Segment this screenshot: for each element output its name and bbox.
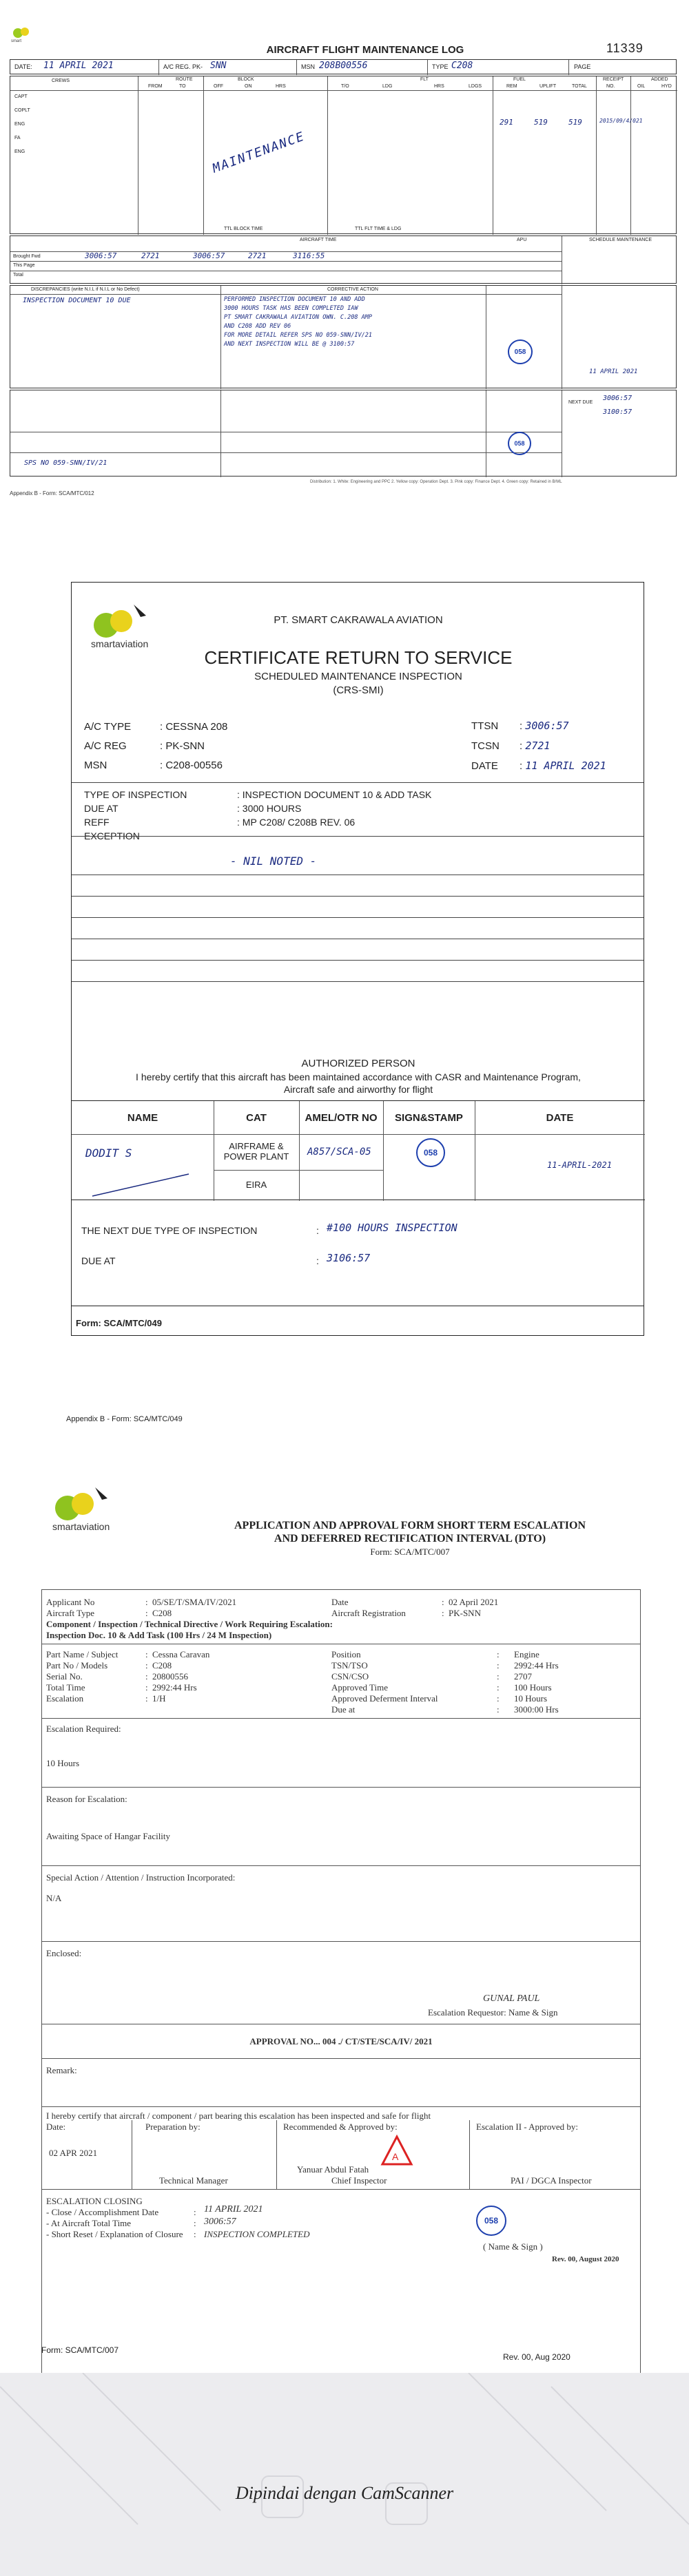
esc-form-bottom: Form: SCA/MTC/007 <box>41 2345 119 2355</box>
type-insp-label: TYPE OF INSPECTION <box>84 789 187 800</box>
due-at-label: DUE AT <box>84 803 119 814</box>
col-cat: CAT <box>246 1112 267 1124</box>
requestor-label: Escalation Requestor: Name & Sign <box>428 2007 558 2018</box>
crew-row-eng: ENG <box>14 122 25 127</box>
crew-row-capt: CAPT <box>14 94 28 99</box>
ttl-flt-label: TTL FLT TIME & LDG <box>355 227 402 231</box>
receipt-label: RECEIPT <box>603 77 624 82</box>
this-page-label: This Page <box>13 263 35 268</box>
exception-value: - NIL NOTED - <box>230 855 317 868</box>
col-ldg: LDG <box>382 84 393 89</box>
applicant-label: Applicant No <box>46 1597 95 1607</box>
fuel-label: FUEL <box>513 77 526 82</box>
crs-page: smartaviation PT. SMART CAKRAWALA AVIATION CERTIFICATE RETURN TO SERVICE SCHEDULED MAINTENANCE INSPECTION (CRS-SMI) A/C TYPE : CESSNA 208 A/C REG : PK-SNN MSN : C208-00556 TTSN : 3006:57 TCSN : 2721 DATE : 11 APRIL 2021 TYPE OF INSPECTION : INSPECTION DOCUMENT 10 & ADD TASK DUE AT : 3000 HOURS REFF : MP C208/ C208B REV. 06 EXCEPTION - NIL NOTED - AUTHORIZED PERSON I hereby certify that this aircraft has been maintained accordance with CASR and Maintenance Program, Aircraft safe and airworthy for flight NAME CAT AMEL/OTR NO SIGN&STAMP DATE DODIT S AIRFRAME & POWER PLANT EIRA A857/SCA-05 058 11-APRIL-2021 THE NEXT DUE TYPE OF INSPECTION : #100 HOURS INSPECTION DUE AT : 3106:57 Form: SCA/MTC/049 <box>71 582 644 1336</box>
col-esc2: Escalation II - Approved by: <box>476 2122 579 2132</box>
approved-interval-label: Approved Deferment Interval <box>331 1693 438 1704</box>
route-label: ROUTE <box>176 77 193 82</box>
type-value: C208 <box>451 61 473 71</box>
due-at-value: 3000 HOURS <box>242 803 302 814</box>
crew-row-coplt: COPLT <box>14 108 30 113</box>
requestor-name: GUNAL PAUL <box>483 1993 540 2004</box>
tech-manager: Technical Manager <box>159 2175 228 2186</box>
approved-label: Approved Time <box>331 1682 388 1693</box>
date-label: DATE <box>471 760 498 772</box>
col-ldgs: LDGS <box>469 84 482 89</box>
brought-fwd-label: Brought Fwd <box>13 254 41 259</box>
csn-label: CSN/CSO <box>331 1671 369 1682</box>
part-name-value: Cessna Caravan <box>152 1649 210 1659</box>
col-amel: AMEL/OTR NO <box>305 1112 378 1124</box>
crs-ac-info: A/C TYPE : CESSNA 208 A/C REG : PK-SNN MSN : C208-00556 <box>84 718 227 775</box>
part-name-label: Part Name / Subject <box>46 1649 119 1659</box>
ac-type-label: A/C TYPE <box>84 721 132 733</box>
esc-title-1: APPLICATION AND APPROVAL FORM SHORT TERM ESCALATION <box>234 1520 586 1531</box>
date-value: 11 APRIL 2021 <box>43 61 114 71</box>
col-to: TO <box>179 84 186 89</box>
aircraft-total-label: - At Aircraft Total Time <box>46 2218 132 2228</box>
crs-time-info: TTSN : 3006:57 TCSN : 2721 DATE : 11 APRIL 2021 <box>471 716 606 776</box>
corrective-line-3: PT SMART CAKRAWALA AVIATION OWN. C.208 AMP <box>224 314 372 321</box>
smart-aviation-logo-2 <box>48 1480 131 1536</box>
logo-text-2: smartaviation <box>52 1521 110 1532</box>
col-rem: REM <box>506 84 517 89</box>
defect-text: INSPECTION DOCUMENT 10 DUE <box>23 297 131 304</box>
corrective-label: CORRECTIVE ACTION <box>327 287 378 292</box>
flt-label: FLT <box>420 77 429 82</box>
crs-appendix: Appendix B - Form: SCA/MTC/049 <box>66 1415 183 1423</box>
acreg-value: PK-SNN <box>449 1608 481 1618</box>
serial-label: Serial No. <box>46 1671 83 1682</box>
part-no-label: Part No / Models <box>46 1660 108 1671</box>
ttl-block-label: TTL BLOCK TIME <box>224 227 263 231</box>
close-date-value: 11 APRIL 2021 <box>204 2204 263 2214</box>
close-date-label: - Close / Accomplishment Date <box>46 2207 159 2217</box>
defect-table <box>10 285 677 388</box>
chief-inspector: Chief Inspector <box>331 2175 387 2186</box>
short-reset-label: - Short Reset / Explanation of Closure <box>46 2229 183 2239</box>
acreg-value: SNN <box>210 61 227 71</box>
esc-required-value: 10 Hours <box>46 1758 80 1768</box>
reff-value: MP C208/ C208B REV. 06 <box>242 817 356 828</box>
brought-fwd-2: 2721 <box>141 251 160 260</box>
tsn-label: TSN/TSO <box>331 1660 368 1671</box>
esc-form-box: Applicant No : 05/SE/T/SMA/IV/2021 Date : 02 April 2021 Aircraft Type : C208 Aircraft Registration : PK-SNN Component / Inspection / Technical Directive / Work Requiring Escalation: Inspection Doc. 10 & Add Task (100 Hrs / 24 M Inspection) Part Name / Subject : Cessna Caravan Part No / Models : C208 Serial No. : 20800556 Total Time : 2992:44 Hrs Escalation : 1/H Position : Engine TSN/TSO : 2992:44 Hrs CSN/CSO : 2707 Approved Time : 100 Hours Approved Deferment Interval : 10 Hours Due at : 3000:00 Hrs Escalation Required: 10 Hours Reason for Escalation: Awaiting Space of Hangar Facility Special Action / Attention / Instruction Incorporated: N/A Enclosed: GUNAL PAUL Escalation Requestor: Name & Sign APPROVAL NO... 004 ./ CT/STE/SCA/IV/ 2021 Remark: I hereby certify that aircraft / component / part bearing this escalation has been inspected and safe for flight Date: Preparation by: Recommended & Approved by: Escalation II - Approved by: 02 APR 2021 Technical Manager Yanuar Abdul Fatah Chief Inspector PAI / DGCA Inspector A ESCALATION CLOSING - Close / Accomplishment Date : 11 APRIL 2021 - At Aircraft Total Time : 3006:57 - Short Reset / Explanation of Closure : INSPECTION COMPLETED 058 ( Name & Sign ) Rev. 00, August 2020 <box>41 1589 641 2484</box>
due-at2-value: 3106:57 <box>327 1252 371 1264</box>
esc-title-2: AND DEFERRED RECTIFICATION INTERVAL (DTO) <box>274 1533 546 1544</box>
next-due-value: #100 HOURS INSPECTION <box>327 1222 457 1234</box>
tcsn-label: TCSN <box>471 740 500 752</box>
ac-reg-label: A/C REG <box>84 740 127 752</box>
brought-fwd-3: 3006:57 <box>193 251 225 260</box>
crews-label: CREWS <box>52 78 70 83</box>
authorized-label: AUTHORIZED PERSON <box>301 1058 415 1069</box>
reason-value: Awaiting Space of Hangar Facility <box>46 1831 171 1841</box>
next-due-value-2: 3100:57 <box>603 408 633 416</box>
approval-no: APPROVAL NO... 004 ./ CT/STE/SCA/IV/ 2021 <box>249 2036 433 2046</box>
due-at-label: Due at <box>331 1704 356 1715</box>
scanner-text: Dipindai dengan CamScanner <box>235 2483 454 2503</box>
corrective-line-2: 3000 HOURS TASK HAS BEEN COMPLETED IAW <box>224 305 358 312</box>
col-off: OFF <box>214 84 223 89</box>
added-label: ADDED <box>651 77 668 82</box>
actype-value: C208 <box>152 1608 172 1618</box>
col-hyd: HYD <box>661 84 672 89</box>
schedule-label: SCHEDULE MAINTENANCE <box>589 238 652 242</box>
approved-interval-value: 10 Hours <box>514 1693 548 1704</box>
row-cat-2: EIRA <box>245 1180 267 1190</box>
total-label: Total <box>13 273 23 278</box>
serial-value: 20800556 <box>152 1671 188 1682</box>
logo-text: smartaviation <box>91 638 149 649</box>
next-due-label: NEXT DUE <box>568 400 593 405</box>
special-label: Special Action / Attention / Instruction Incorporated: <box>46 1872 236 1883</box>
log-doc-number: 11339 <box>606 41 644 55</box>
stamp-058-log: 058 <box>508 339 533 364</box>
log-title: AIRCRAFT FLIGHT MAINTENANCE LOG <box>266 44 464 56</box>
next-due-value: 3006:57 <box>603 395 633 402</box>
applicant-value: 05/SE/T/SMA/IV/2021 <box>152 1597 237 1607</box>
tsn-value: 2992:44 Hrs <box>514 1660 559 1671</box>
row-amel: A857/SCA-05 <box>307 1146 371 1158</box>
crs-title: CERTIFICATE RETURN TO SERVICE <box>204 647 513 668</box>
acreg-label: A/C REG. PK- <box>163 63 203 70</box>
row-date: 11-APRIL-2021 <box>547 1160 612 1170</box>
due-at-value: 3000:00 Hrs <box>514 1704 559 1715</box>
fuel-total-value: 519 <box>568 118 582 127</box>
fuel-rem-value: 291 <box>500 118 513 127</box>
fuel-uplift-value: 519 <box>534 118 548 127</box>
msn-label: MSN <box>84 760 107 771</box>
sign-date: 02 APR 2021 <box>49 2148 98 2158</box>
closing-label: ESCALATION CLOSING <box>46 2196 143 2206</box>
enclosed-label: Enclosed: <box>46 1948 82 1958</box>
short-reset-value: INSPECTION COMPLETED <box>204 2229 310 2239</box>
aircraft-time-label: AIRCRAFT TIME <box>300 238 337 242</box>
log-crs-date: 11 APRIL 2021 <box>589 368 638 375</box>
smart-aviation-logo-small <box>10 23 37 43</box>
date-label: Date <box>331 1597 349 1607</box>
svg-text:smart: smart <box>11 39 21 43</box>
col-sign: SIGN&STAMP <box>395 1112 463 1124</box>
remark-label: Remark: <box>46 2065 77 2075</box>
next-due-label: THE NEXT DUE TYPE OF INSPECTION <box>81 1225 258 1236</box>
ttsn-value: 3006:57 <box>525 720 569 732</box>
approved-value: 100 Hours <box>514 1682 552 1693</box>
receipt-value: 2015/09/4/021 <box>599 118 643 124</box>
certify-text-esc: I hereby certify that aircraft / component / part bearing this escalation has been inspected and safe for flight <box>46 2111 431 2121</box>
block-label: BLOCK <box>238 77 254 82</box>
due-at2-label: DUE AT <box>81 1255 116 1266</box>
actype-label: Aircraft Type <box>46 1608 94 1618</box>
col-total: TOTAL <box>572 84 587 89</box>
col-on: ON <box>245 84 252 89</box>
page-label: PAGE <box>574 63 591 70</box>
col-date: DATE <box>546 1112 574 1124</box>
col-uplift: UPLIFT <box>539 84 557 89</box>
position-value: Engine <box>514 1649 539 1659</box>
brought-fwd-1: 3006:57 <box>85 251 117 260</box>
corrective-line-5: FOR MORE DETAIL REFER SPS NO 059-SNN/IV/21 <box>224 332 372 339</box>
type-label: TYPE <box>432 63 449 70</box>
log-appendix: Appendix B - Form: SCA/MTC/012 <box>10 490 94 496</box>
reason-label: Reason for Escalation: <box>46 1794 127 1804</box>
crew-row-fa: FA <box>14 136 21 140</box>
crs-subtitle-2: (CRS-SMI) <box>333 684 384 696</box>
esc-form-no: Form: SCA/MTC/007 <box>370 1547 450 1557</box>
tcsn-value: 2721 <box>525 740 551 752</box>
crew-route-table <box>10 76 677 234</box>
col-name: NAME <box>127 1112 158 1124</box>
type-insp-value: INSPECTION DOCUMENT 10 & ADD TASK <box>242 789 432 800</box>
row-name: DODIT S <box>85 1146 132 1160</box>
esc-required-label: Escalation Required: <box>46 1724 121 1734</box>
certify-text-2: Aircraft safe and airworthy for flight <box>283 1084 433 1095</box>
reff-label: REFF <box>84 817 110 828</box>
corrective-line-4: AND C208 ADD REV 06 <box>224 323 291 330</box>
component-value: Inspection Doc. 10 & Add Task (100 Hrs / 24 M Inspection) <box>46 1630 272 1640</box>
log-distribution-note: Distribution: 1. White: Engineering and PPC 2. Yellow copy: Operation Dept. 3. Pink copy: Finance Dept. 4. Green copy: Retained in B/ML <box>310 480 562 484</box>
col-prep: Preparation by: <box>145 2122 200 2132</box>
date-value: 02 April 2021 <box>449 1597 499 1607</box>
total-time-value: 2992:44 Hrs <box>152 1682 197 1693</box>
corrective-line-6: AND NEXT INSPECTION WILL BE @ 3100:57 <box>224 341 355 348</box>
camscanner-footer <box>0 2373 689 2576</box>
acreg-label: Aircraft Registration <box>331 1608 406 1618</box>
crs-company: PT. SMART CAKRAWALA AVIATION <box>274 614 443 626</box>
aircraft-time-table <box>10 235 677 284</box>
rev-inner: Rev. 00, August 2020 <box>552 2255 619 2263</box>
special-value: N/A <box>46 1893 62 1903</box>
col-oil: OIL <box>637 84 646 89</box>
crs-inspection-info: TYPE OF INSPECTION : INSPECTION DOCUMENT 10 & ADD TASK DUE AT : 3000 HOURS REFF : MP C208/ C208B REV. 06 EXCEPTION <box>84 789 432 841</box>
log-header-row <box>10 59 677 74</box>
ac-type-value: CESSNA 208 <box>165 721 228 733</box>
total-time-label: Total Time <box>46 1682 85 1693</box>
row-cat-1: AIRFRAME & POWER PLANT <box>223 1141 289 1162</box>
ttsn-label: TTSN <box>471 720 499 732</box>
stamp-058-esc: 058 <box>476 2206 506 2236</box>
authorized-table <box>72 1100 645 1200</box>
position-label: Position <box>331 1649 361 1659</box>
crs-form: Form: SCA/MTC/049 <box>76 1318 162 1328</box>
crew-row-eng2: ENG <box>14 149 25 154</box>
msn-value: 208B00556 <box>319 61 368 71</box>
date-label: DATE: <box>14 63 32 70</box>
col-to-time: T/O <box>341 84 349 89</box>
stamp-058-log-2: 058 <box>508 432 531 455</box>
date-value: 11 APRIL 2021 <box>525 760 606 772</box>
crs-subtitle: SCHEDULED MAINTENANCE INSPECTION <box>254 671 462 682</box>
name-sign: ( Name & Sign ) <box>483 2241 543 2252</box>
corrective-line-1: PERFORMED INSPECTION DOCUMENT 10 AND ADD <box>224 296 365 303</box>
aircraft-total-value: 3006:57 <box>204 2217 236 2227</box>
col-hrs1: HRS <box>276 84 286 89</box>
corrective-text <box>224 295 372 349</box>
chief-name: Yanuar Abdul Fatah <box>297 2164 369 2175</box>
certify-text: I hereby certify that this aircraft has been maintained accordance with CASR and Maintenance Program, <box>136 1071 581 1082</box>
part-no-value: C208 <box>152 1660 172 1671</box>
col-date: Date: <box>46 2122 66 2132</box>
stamp-058-crs: 058 <box>416 1138 445 1167</box>
msn-label: MSN <box>301 63 315 70</box>
brought-fwd-5: 3116:55 <box>293 251 325 260</box>
brought-fwd-4: 2721 <box>248 251 267 260</box>
pai-label: PAI / DGCA Inspector <box>511 2175 592 2186</box>
col-approved: Recommended & Approved by: <box>283 2122 398 2132</box>
escalation-value: 1/H <box>152 1693 166 1704</box>
col-from: FROM <box>148 84 163 89</box>
col-hrs2: HRS <box>434 84 444 89</box>
esc-rev-bottom: Rev. 00, Aug 2020 <box>503 2352 570 2362</box>
maintenance-diagonal: MAINTENANCE <box>210 129 307 176</box>
apu-label: APU <box>517 238 527 242</box>
component-label: Component / Inspection / Technical Directive / Work Requiring Escalation: <box>46 1619 333 1629</box>
csn-value: 2707 <box>514 1671 532 1682</box>
svg-text:A: A <box>392 2151 399 2162</box>
defect-label: DISCREPANCIES (write N.I.L if N.I.L or No Defect) <box>31 287 140 292</box>
msn-value: C208-00556 <box>165 760 223 771</box>
escalation-label: Escalation <box>46 1693 84 1704</box>
log-lower-area <box>10 390 677 477</box>
exception-label: EXCEPTION <box>84 830 140 841</box>
ac-reg-value: PK-SNN <box>165 740 205 752</box>
sps-ref: SPS NO 059-SNN/IV/21 <box>24 459 107 467</box>
col-no: NO. <box>606 84 615 89</box>
